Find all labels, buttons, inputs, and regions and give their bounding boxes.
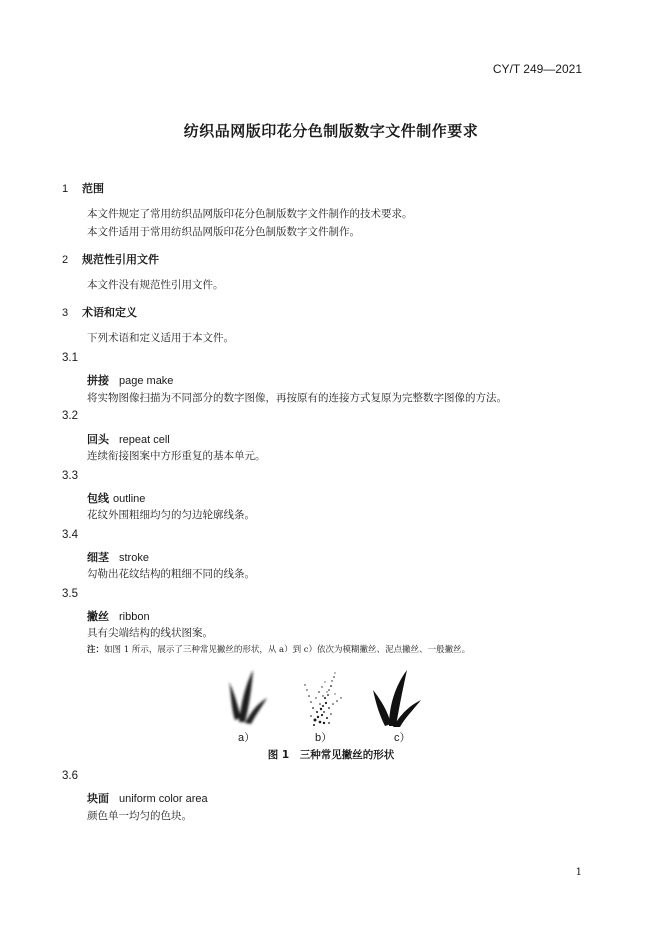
ribbon-shapes-figure	[225, 668, 435, 730]
section-1-paragraph-2: 本文件适用于常用纺织品网版印花分色制版数字文件制作。	[87, 226, 360, 238]
term-3-4-number: 3.4	[62, 529, 78, 541]
term-3-1-number: 3.1	[62, 352, 78, 364]
term-3-6-number: 3.6	[62, 770, 78, 782]
term-3-6-heading	[87, 790, 208, 806]
section-1-heading	[62, 180, 104, 196]
term-3-2-number: 3.2	[62, 410, 78, 422]
term-zh: 撇丝	[87, 610, 109, 623]
figure-caption: 图 1 三种常见撇丝的形状	[267, 749, 395, 761]
section-2-paragraph-1: 本文件没有规范性引用文件。	[87, 279, 224, 291]
section-3-paragraph-1: 下列术语和定义适用于本文件。	[87, 332, 234, 344]
page-title: 纺织品网版印花分色制版数字文件制作要求	[183, 122, 479, 140]
term-3-2-heading	[87, 431, 170, 447]
section-number: 2	[62, 254, 69, 266]
section-number: 1	[62, 183, 69, 195]
term-3-4-definition: 勾勒出花纹结构的粗细不同的线条。	[87, 568, 255, 580]
term-3-1-definition: 将实物图像扫描为不同部分的数字图像，再按原有的连接方式复原为完整数字图像的方法。	[87, 392, 507, 404]
term-en: stroke	[119, 552, 149, 564]
term-zh: 拼接	[87, 374, 109, 387]
term-zh: 回头	[87, 433, 109, 446]
term-zh: 细茎	[87, 551, 109, 564]
term-3-5-definition: 具有尖端结构的线状图案。	[87, 627, 213, 639]
figure-label-b: b）	[315, 732, 333, 744]
term-3-3-heading	[87, 490, 145, 506]
blurry-ribbon-illustration	[229, 670, 267, 724]
section-2-heading	[62, 251, 159, 267]
term-en: page make	[119, 375, 174, 387]
term-zh: 包线	[87, 492, 109, 505]
section-3-heading	[62, 304, 137, 320]
term-en: repeat cell	[119, 434, 170, 446]
section-number: 3	[62, 307, 69, 319]
note-label: 注：	[87, 645, 105, 655]
term-3-3-number: 3.3	[62, 470, 78, 482]
figure-label-a: a）	[238, 732, 256, 744]
term-3-4-heading	[87, 549, 149, 565]
term-zh: 块面	[87, 792, 109, 805]
term-en: outline	[113, 493, 146, 505]
term-3-2-definition: 连续衔接图案中方形重复的基本单元。	[87, 450, 266, 462]
plain-ribbon-illustration	[373, 670, 421, 727]
section-1-paragraph-1: 本文件规定了常用纺织品网版印花分色制版数字文件制作的技术要求。	[87, 208, 413, 220]
term-3-1-heading	[87, 372, 173, 388]
term-en: ribbon	[119, 611, 150, 623]
term-3-5-number: 3.5	[62, 588, 78, 600]
term-3-5-heading	[87, 608, 150, 624]
mud-dot-ribbon-illustration	[304, 672, 341, 726]
term-en: uniform color area	[119, 793, 208, 805]
figure-label-c: c）	[394, 732, 411, 744]
page-number: 1	[575, 867, 582, 878]
term-3-5-note	[87, 643, 470, 655]
term-3-3-definition: 花纹外围粗细均匀的匀边轮廓线条。	[87, 509, 255, 521]
term-3-6-definition: 颜色单一均匀的色块。	[87, 810, 192, 822]
section-title: 范围	[82, 182, 104, 195]
section-title: 规范性引用文件	[82, 253, 159, 266]
section-title: 术语和定义	[82, 306, 137, 319]
standard-code: CY/T 249—2021	[492, 62, 582, 76]
note-text: 如图 1 所示，展示了三种常见撇丝的形状，从 a）到 c）依次为模糊撇丝、泥点撇丝、一般撇丝。	[104, 645, 471, 655]
